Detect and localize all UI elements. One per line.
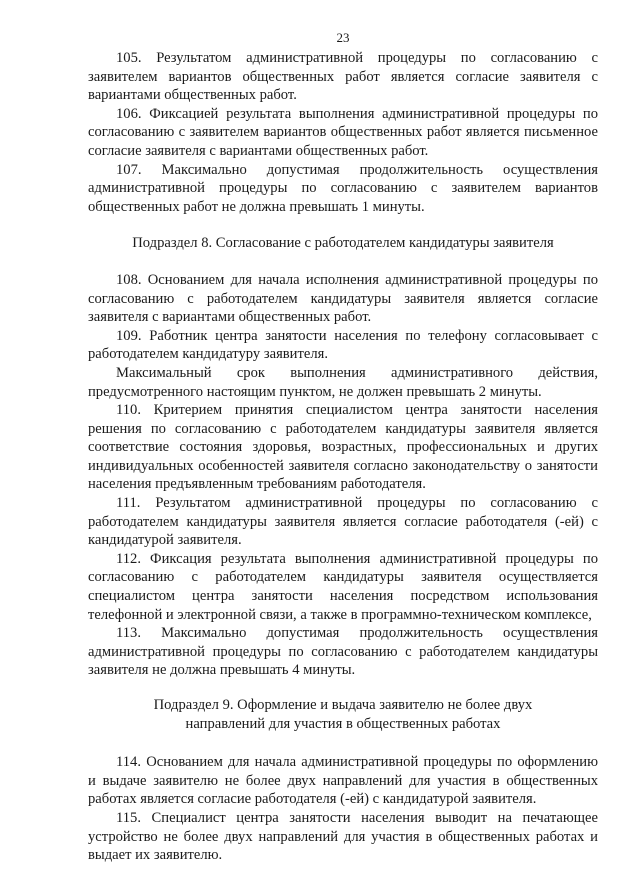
paragraph-109: 109. Работник центра занятости населения по телефону согласовывает с работодателем кандидатуру заявителя.	[88, 327, 598, 363]
paragraph-105: 105. Результатом административной процедуры по согласованию с заявителем вариантов общественных работ является согласие заявителя с вариантами общественных работ.	[88, 50, 598, 104]
paragraph-112: 112. Фиксация результата выполнения административной процедуры по согласованию с работодателем кандидатуры заявителя осуществляется специалистом центра занятости населения посредством использования телефонной и электронной связи, а также в программно-техническом комплексе,	[88, 550, 598, 623]
paragraph-114: 114. Основанием для начала административной процедуры по оформлению и выдаче заявителю не более двух направлений для участия в общественных работах является согласие работодателя (-ей) с кандидатурой заявителя.	[88, 754, 598, 808]
document-page	[88, 30, 598, 865]
paragraph-108: 108. Основанием для начала исполнения административной процедуры по согласованию с работодателем кандидатуры заявителя является согласие заявителя с вариантами общественных работ.	[88, 271, 598, 326]
paragraph-109-max-time: Максимальный срок выполнения административного действия, предусмотренного настоящим пунктом, не должен превышать 2 минуты.	[88, 364, 598, 400]
paragraph-106: 106. Фиксацией результата выполнения административной процедуры по согласованию с заявителем вариантов общественных работ является письменное согласие заявителя с вариантами общественных работ.	[88, 105, 598, 159]
paragraph-107: 107. Максимально допустимая продолжительность осуществления административной процедуры по согласованию с заявителем вариантов общественных работ не должна превышать 1 минуты.	[88, 161, 598, 215]
page-number: 23	[336, 30, 350, 45]
subsection-9-heading	[88, 696, 598, 733]
subsection-9-heading-line-2: направлений для участия в общественных работах	[185, 715, 501, 732]
paragraph-111: 111. Результатом административной процедуры по согласованию с работодателем кандидатуры заявителя является согласие работодателя (-ей) с кандидатурой заявителя.	[88, 495, 598, 549]
paragraph-110: 110. Критерием принятия специалистом центра занятости населения решения по согласованию с работодателем кандидатуры заявителя является соответствие состояния здоровья, возрастных, профессиональных и других индивидуальных особенностей заявителя согласно законодательству о занятости населения предъявленным требованиям работодателя.	[88, 402, 598, 493]
paragraph-113: 113. Максимально допустимая продолжительность осуществления административной процедуры по согласованию с работодателем кандидатуры заявителя не должна превышать 4 минуты.	[88, 625, 598, 679]
paragraph-115: 115. Специалист центра занятости населения выводит на печатающее устройство не более двух направлений для участия в общественных работах и выдает их заявителю.	[88, 809, 598, 864]
subsection-8-heading: Подраздел 8. Согласование с работодателем кандидатуры заявителя	[132, 235, 554, 252]
subsection-9-heading-line-1: Подраздел 9. Оформление и выдача заявителю не более двух	[153, 697, 533, 713]
